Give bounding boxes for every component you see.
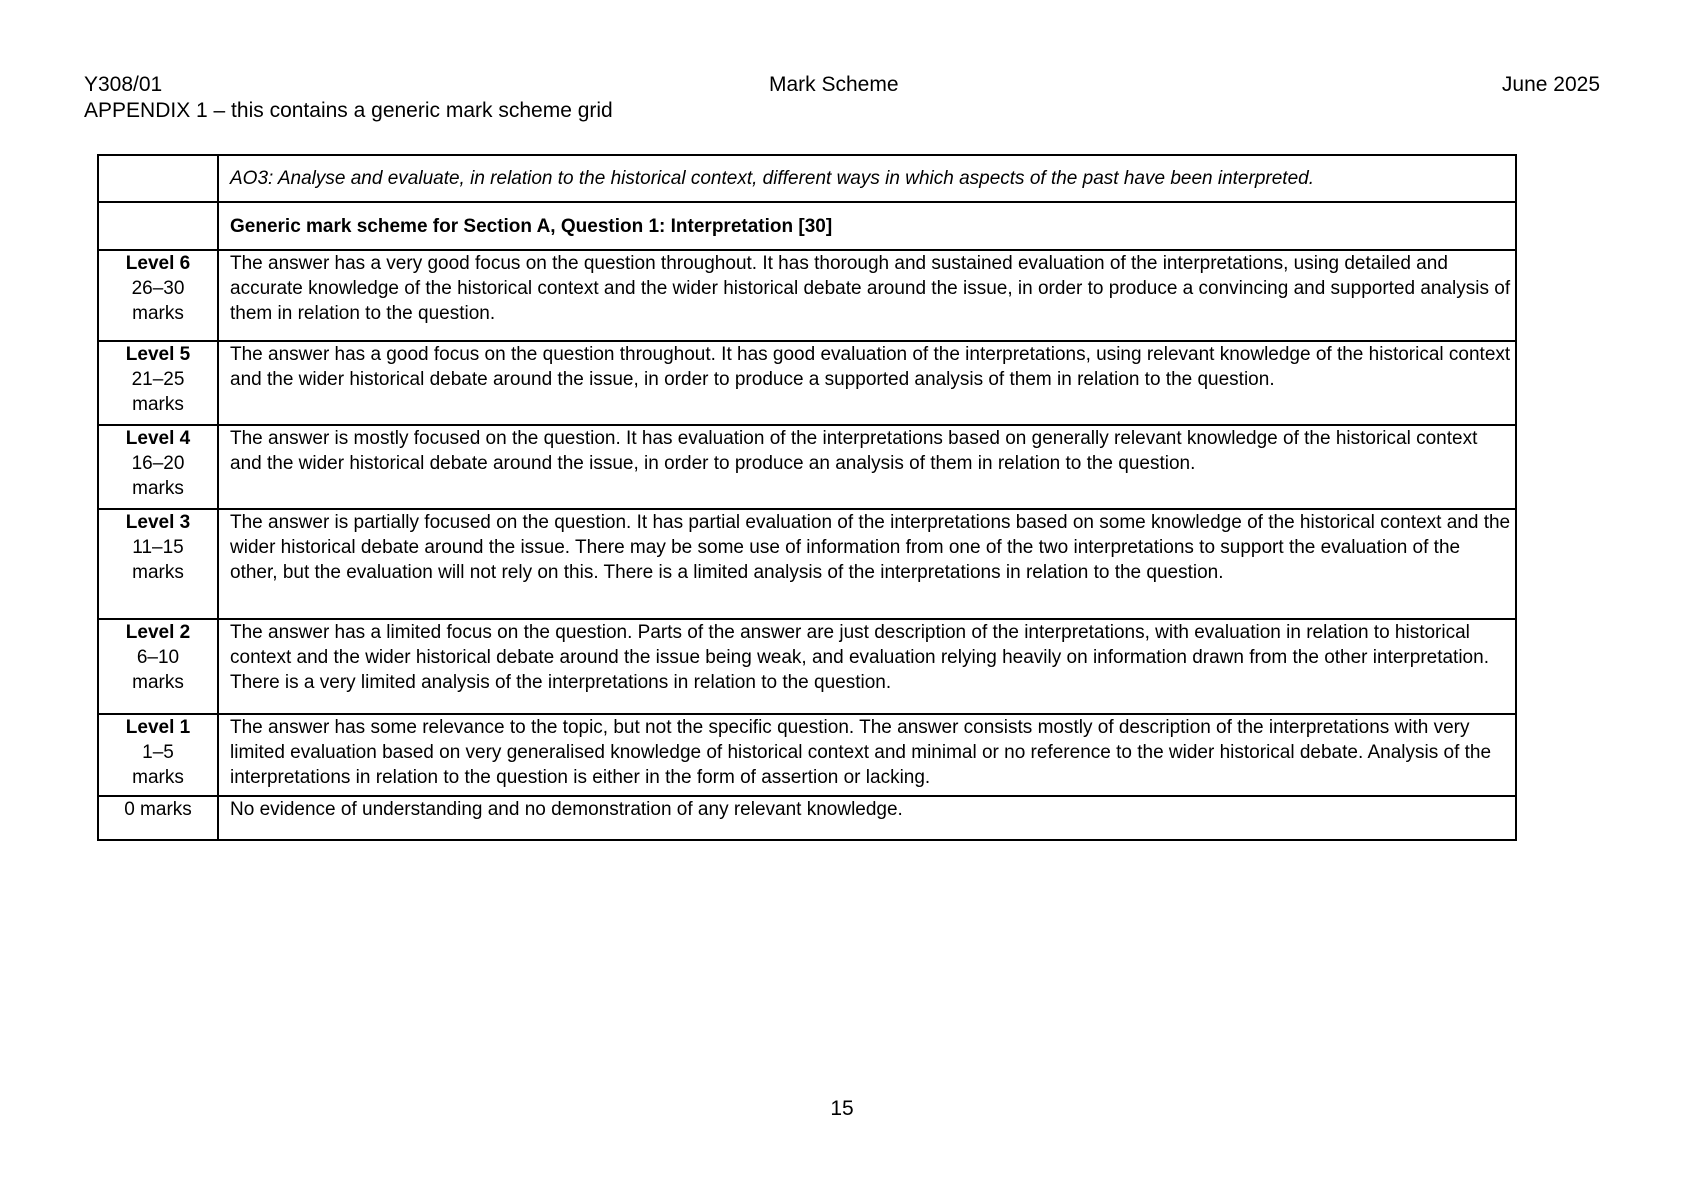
level-row: [98, 509, 1516, 619]
appendix-heading: APPENDIX 1 – this contains a generic mark scheme grid: [84, 99, 613, 122]
level-name: Level 3: [125, 512, 191, 533]
level-cell: [98, 341, 218, 425]
level-range: 21–25: [131, 369, 185, 390]
page-number: 15: [830, 1097, 854, 1120]
level-range: 6–10: [136, 647, 180, 668]
level-range: 11–15: [132, 537, 184, 558]
level-description: The answer is mostly focused on the question. It has evaluation of the interpretations based on generally relevant knowledge of the historical context and the wider historical debate around the issue, in order to produce an analysis of them in relation to the question.: [218, 425, 1516, 509]
level-unit: marks: [132, 303, 184, 324]
level-name: Level 5: [125, 344, 191, 365]
level-name: Level 2: [125, 622, 191, 643]
empty-cell: [98, 155, 218, 202]
level-description: The answer is partially focused on the question. It has partial evaluation of the interpretations based on some knowledge of the historical context and the wider historical debate around the issue. There may be some use of information from one of the two interpretations to support the evaluation of the other, but the evaluation will not rely on this. There is a limited analysis of the interpretations in relation to the question.: [218, 509, 1516, 619]
level-row: [98, 425, 1516, 509]
level-row: [98, 341, 1516, 425]
level-name: Level 4: [125, 428, 191, 449]
assessment-objective-row: [98, 155, 1516, 202]
level-cell: [98, 509, 218, 619]
level-description: The answer has a limited focus on the question. Parts of the answer are just description of the interpretations, with evaluation in relation to historical context and the wider historical debate around the issue being weak, and evaluation relying heavily on information drawn from the other interpretation. There is a very limited analysis of the interpretations in relation to the question.: [218, 619, 1516, 714]
level-description: The answer has some relevance to the topic, but not the specific question. The answer consists mostly of description of the interpretations with very limited evaluation based on very generalised knowledge of historical context and minimal or no reference to the wider historical debate. Analysis of the interpretations in relation to the question is either in the form of assertion or lacking.: [218, 714, 1516, 796]
level-unit: marks: [132, 672, 184, 693]
level-description: The answer has a good focus on the question throughout. It has good evaluation of the interpretations, using relevant knowledge of the historical context and the wider historical debate around the issue, in order to produce a supported analysis of them in relation to the question.: [218, 341, 1516, 425]
zero-marks-description: No evidence of understanding and no demonstration of any relevant knowledge.: [218, 796, 1516, 840]
assessment-objective: AO3: Analyse and evaluate, in relation to the historical context, different ways in which aspects of the past have been interpreted.: [218, 155, 1516, 202]
level-cell: [98, 714, 218, 796]
level-name: Level 1: [125, 717, 191, 738]
level-unit: marks: [132, 562, 184, 583]
level-cell: [98, 619, 218, 714]
level-cell: [98, 425, 218, 509]
grid-heading: Generic mark scheme for Section A, Question 1: Interpretation [30]: [218, 202, 1516, 250]
level-unit: marks: [132, 478, 184, 499]
level-unit: marks: [132, 394, 184, 415]
mark-scheme-grid: [97, 154, 1517, 841]
level-unit: marks: [132, 767, 184, 788]
empty-cell: [98, 202, 218, 250]
document-title: Mark Scheme: [769, 73, 899, 96]
level-range: 16–20: [131, 453, 185, 474]
grid-heading-row: [98, 202, 1516, 250]
level-name: Level 6: [125, 253, 191, 274]
document-code: Y308/01: [84, 73, 163, 96]
level-description: The answer has a very good focus on the question throughout. It has thorough and sustained evaluation of the interpretations, using detailed and accurate knowledge of the historical context and the wider historical debate around the issue, in order to produce a convincing and supported analysis of them in relation to the question.: [218, 250, 1516, 341]
level-row: [98, 250, 1516, 341]
zero-marks-label: 0 marks: [98, 796, 218, 840]
document-date: June 2025: [1501, 73, 1600, 96]
level-row: [98, 714, 1516, 796]
level-range: 1–5: [142, 742, 174, 763]
zero-marks-row: [98, 796, 1516, 840]
level-cell: [98, 250, 218, 341]
level-row: [98, 619, 1516, 714]
level-range: 26–30: [131, 278, 185, 299]
